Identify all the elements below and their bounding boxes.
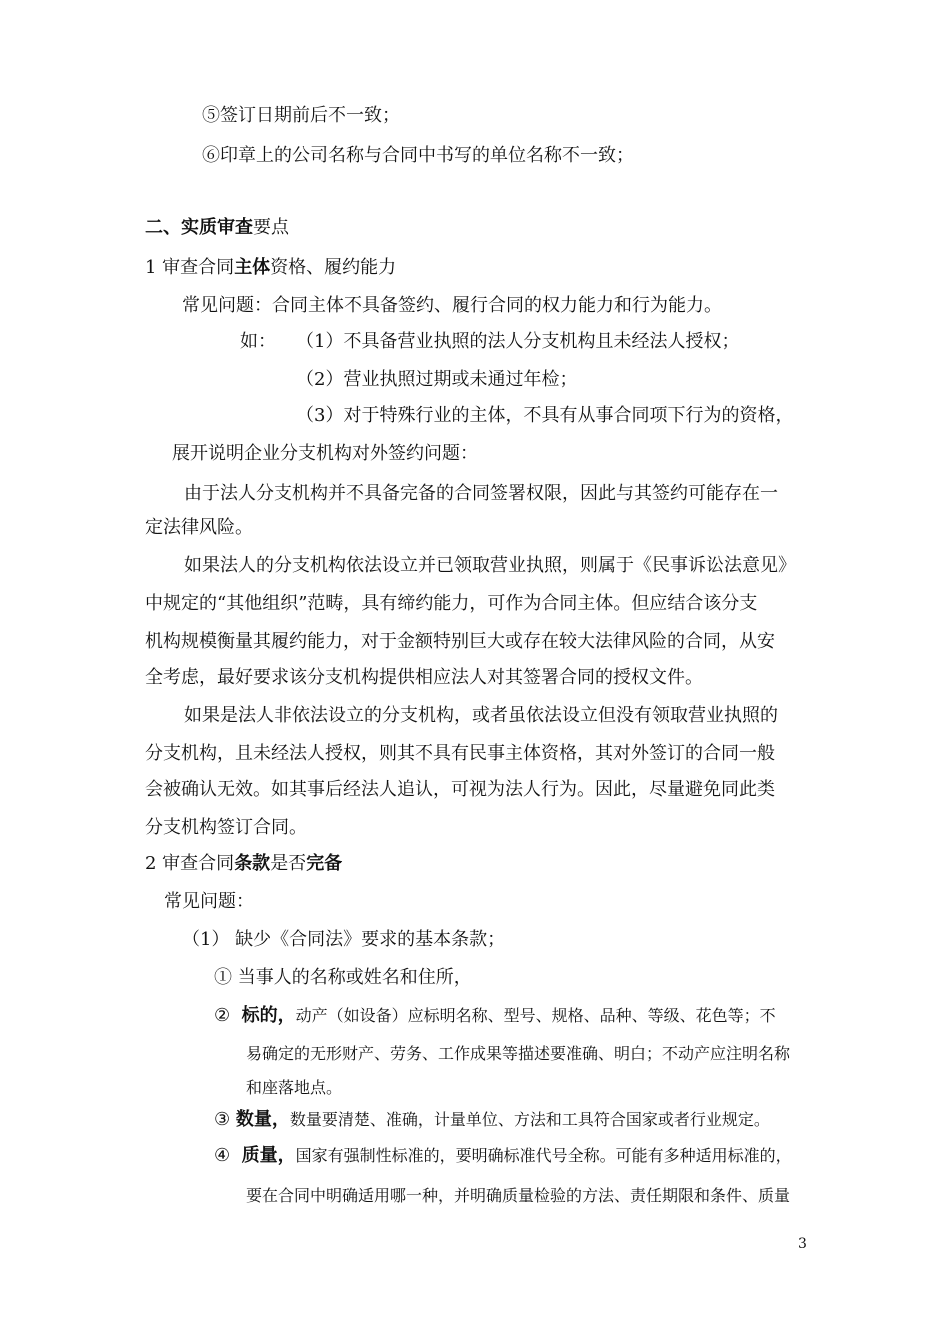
para3-line1: 如果是法人非依法设立的分支机构，或者虽依法设立但没有领取营业执照的 [184, 705, 778, 726]
para2-line3: 机构规模衡量其履约能力，对于金额特别巨大或存在较大法律风险的合同，从安 [145, 631, 775, 652]
clause-2-number: ② [214, 1005, 231, 1026]
clause-4-line1 [214, 1144, 792, 1168]
clause-4-label: 质量， [241, 1145, 296, 1166]
clause-2-line1 [214, 1004, 776, 1028]
clause-3 [214, 1108, 770, 1132]
para2-line2: 中规定的“其他组织”范畴，具有缔约能力，可作为合同主体。但应结合该分支 [145, 593, 758, 614]
clause-4-text: 国家有强制性标准的，要明确标准代号全称。可能有多种适用标准的， [295, 1146, 792, 1165]
subsection-2-title-bold: 条款 [234, 853, 271, 874]
subsection-1-title-bold: 主体 [234, 257, 271, 278]
clause-3-text: 数量要清楚、准确，计量单位、方法和工具符合国家或者行业规定。 [289, 1110, 770, 1129]
section-heading-bold: 实质审查 [181, 217, 253, 238]
clause-2-text: 动产（如设备）应标明名称、型号、规格、品种、等级、花色等；不 [295, 1006, 776, 1025]
example-1: （1）不具备营业执照的法人分支机构且未经法人授权； [296, 331, 740, 352]
para1-line1: 由于法人分支机构并不具备完备的合同签署权限，因此与其签约可能存在一 [184, 483, 778, 504]
subsection-1-title-c: 资格、履约能力 [270, 257, 397, 278]
example-2: （2）营业执照过期或未通过年检； [296, 369, 578, 390]
explain-heading: 展开说明企业分支机构对外签约问题： [172, 443, 478, 464]
subsection-2-title-c: 是否 [270, 853, 307, 874]
para3-line2: 分支机构，且未经法人授权，则其不具有民事主体资格，其对外签订的合同一般 [145, 743, 775, 764]
subsection-1-title-a: 1 审查合同 [145, 257, 235, 278]
section-heading-suffix: 要点 [253, 217, 289, 238]
list-item-6: ⑥印章上的公司名称与合同中书写的单位名称不一致； [202, 145, 634, 166]
para2-line1: 如果法人的分支机构依法设立并已领取营业执照，则属于《民事诉讼法意见》 [184, 555, 796, 576]
clause-3-label: 数量， [235, 1109, 290, 1130]
example-3: （3）对于特殊行业的主体，不具有从事合同项下行为的资格， [296, 405, 794, 426]
common-issue-1: 常见问题：合同主体不具备签约、履行合同的权力能力和行为能力。 [182, 295, 722, 316]
common-issue-2: 常见问题： [164, 891, 254, 912]
clause-2-line2: 易确定的无形财产、劳务、工作成果等描述要准确、明白；不动产应注明名称 [246, 1044, 791, 1063]
subsection-2-title [145, 852, 342, 876]
page-number: 3 [798, 1236, 807, 1252]
clause-4-number: ④ [214, 1145, 231, 1166]
list-item-5: ⑤签订日期前后不一致； [202, 105, 400, 126]
clause-4-line2: 要在合同中明确适用哪一种，并明确质量检验的方法、责任期限和条件、质量 [246, 1186, 791, 1205]
subsection-2-title-bold-2: 完备 [306, 853, 343, 874]
section-heading-prefix: 二、 [145, 217, 181, 238]
para3-line4: 分支机构签订合同。 [145, 817, 307, 838]
clause-2-label: 标的， [241, 1005, 296, 1026]
clause-1: ① 当事人的名称或姓名和住所， [214, 967, 472, 988]
para2-line4: 全考虑，最好要求该分支机构提供相应法人对其签署合同的授权文件。 [145, 667, 703, 688]
para3-line3: 会被确认无效。如其事后经法人追认，可视为法人行为。因此，尽量避免同此类 [145, 779, 775, 800]
subsection-1-title [145, 256, 396, 280]
subsection-2-title-a: 2 审查合同 [145, 853, 235, 874]
clause-3-number: ③ [214, 1109, 231, 1130]
missing-clauses: （1） 缺少《合同法》要求的基本条款； [182, 929, 506, 950]
para1-line2: 定法律风险。 [145, 517, 253, 538]
example-prefix: 如： [240, 331, 276, 352]
section-heading [145, 216, 289, 240]
clause-2-line3: 和座落地点。 [246, 1078, 343, 1097]
